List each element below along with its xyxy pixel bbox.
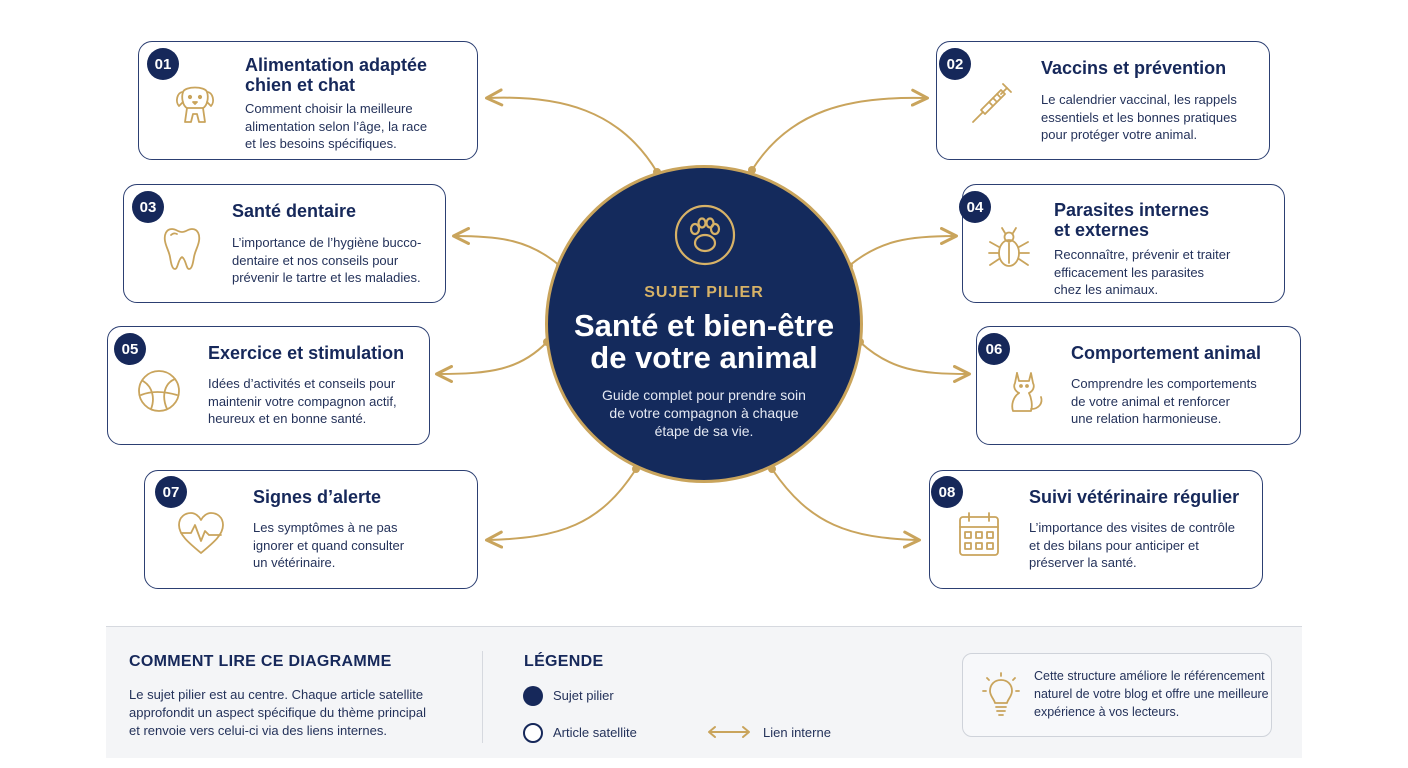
legend-satellite-label: Article satellite <box>553 725 637 740</box>
diagram-footer <box>106 626 1302 758</box>
link-arrow-04 <box>849 236 955 266</box>
card-title: Parasites internes et externes <box>1054 200 1210 240</box>
hub-description: Guide complet pour prendre soin de votre compagnon à chaque étape de sa vie. <box>602 387 806 439</box>
link-arrow-06 <box>860 342 968 374</box>
link-arrow-07 <box>488 469 636 540</box>
cat-icon <box>999 365 1051 417</box>
card-number-badge: 05 <box>114 333 146 365</box>
link-arrow-05 <box>438 342 547 374</box>
card-description: Idées d’activités et conseils pour maintenir votre compagnon actif, heureux et en bonne santé. <box>208 376 397 426</box>
satellite-card-04[interactable] <box>962 184 1285 303</box>
link-arrow-02 <box>752 98 926 170</box>
card-number-badge: 03 <box>132 191 164 223</box>
card-description: L’importance de l’hygiène bucco- dentaire et nos conseils pour prévenir le tartre et les maladies. <box>232 235 422 285</box>
card-description: Le calendrier vaccinal, les rappels essentiels et les bonnes pratiques pour protéger votre animal. <box>1041 92 1237 142</box>
dog-icon <box>169 78 221 130</box>
satellite-card-08[interactable] <box>929 470 1263 589</box>
legend-pillar-marker <box>523 686 543 706</box>
legend-link-label: Lien interne <box>763 725 831 740</box>
card-number-badge: 06 <box>978 333 1010 365</box>
satellite-card-07[interactable] <box>144 470 478 589</box>
seo-tip-box <box>962 653 1272 737</box>
card-title: Alimentation adaptée chien et chat <box>245 55 428 95</box>
card-number-badge: 07 <box>155 476 187 508</box>
tooth-icon <box>156 223 208 275</box>
ball-icon <box>133 365 185 417</box>
card-title: Signes d’alerte <box>253 487 382 507</box>
hub-title: Santé et bien-être de votre animal <box>573 308 835 375</box>
card-title: Vaccins et prévention <box>1041 58 1227 78</box>
card-description: Comment choisir la meilleure alimentation selon l’âge, la race et les besoins spécifiques. <box>245 101 428 151</box>
legend-link-arrow-icon <box>706 725 752 739</box>
lightbulb-icon <box>981 672 1021 718</box>
syringe-icon <box>965 78 1017 130</box>
link-arrow-08 <box>772 469 918 540</box>
satellite-card-05[interactable] <box>107 326 430 445</box>
satellite-card-01[interactable] <box>138 41 478 160</box>
satellite-card-02[interactable] <box>936 41 1270 160</box>
card-description: Comprendre les comportements de votre animal et renforcer une relation harmonieuse. <box>1071 376 1257 426</box>
legend-title: LÉGENDE <box>524 653 604 670</box>
card-description: Reconnaître, prévenir et traiter efficacement les parasites chez les animaux. <box>1054 247 1231 297</box>
card-title: Suivi vétérinaire régulier <box>1029 487 1240 507</box>
legend-satellite-marker <box>523 723 543 743</box>
card-number-badge: 04 <box>959 191 991 223</box>
paw-icon <box>673 203 737 267</box>
card-description: L’importance des visites de contrôle et des bilans pour anticiper et préserver la santé. <box>1029 520 1235 570</box>
seo-tip-text: Cette structure améliore le référencement naturel de votre blog et offre une meilleure expérience à vos lecteurs. <box>1034 669 1269 719</box>
card-title: Comportement animal <box>1071 343 1262 363</box>
card-number-badge: 02 <box>939 48 971 80</box>
link-arrow-01 <box>488 98 657 172</box>
link-arrow-03 <box>455 236 560 266</box>
card-title: Exercice et stimulation <box>208 343 405 363</box>
calendar-icon <box>954 509 1006 561</box>
satellite-card-06[interactable] <box>976 326 1301 445</box>
pillar-topic-hub[interactable] <box>545 165 863 483</box>
heartbeat-icon <box>175 509 227 561</box>
satellite-card-03[interactable] <box>123 184 446 303</box>
card-number-badge: 01 <box>147 48 179 80</box>
card-description: Les symptômes à ne pas ignorer et quand consulter un vétérinaire. <box>253 520 405 570</box>
legend-pillar-label: Sujet pilier <box>553 688 614 703</box>
how-to-read-text: Le sujet pilier est au centre. Chaque article satellite approfondit un aspect spécifique du thème principal et renvoie vers celui-ci via des liens internes. <box>129 687 427 738</box>
hub-label: SUJET PILIER <box>644 284 764 301</box>
card-title: Santé dentaire <box>232 201 357 221</box>
tick-icon <box>983 223 1035 275</box>
footer-divider <box>482 651 483 743</box>
how-to-read-title: COMMENT LIRE CE DIAGRAMME <box>129 653 392 670</box>
card-number-badge: 08 <box>931 476 963 508</box>
